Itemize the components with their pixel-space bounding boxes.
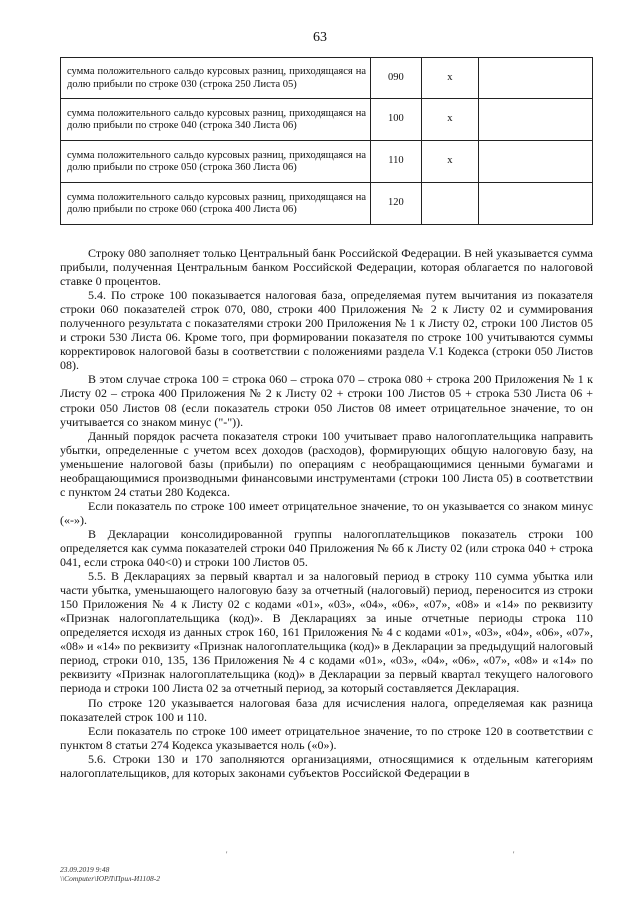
row-code: 090 <box>371 58 422 99</box>
row-value-cell <box>478 183 592 225</box>
paragraph: 5.5. В Декларациях за первый квартал и за налоговый период в строку 110 сумма убытка или части убытка, уменьшающего налоговую базу за отчетный (налоговый) период, переносится из строки 150 Приложения № 4 к Листу 02 с кодами «01», «03», «04», «06», «07», «08» и «14» по реквизиту «Признак налогоплательщика (код)». В Декларациях за иные отчетные периоды строка 110 определяется исходя из данных строк 160, 161 Приложения № 4 с кодами «01», «03», «04», «06», «07», «08» и «14» по реквизиту «Признак налогоплательщика (код)» в Декларации за предыдущий налоговый период, строки 010, 135, 136 Приложения № 4 с кодами «01», «03», «04», «06», «07», «08» и «14» по реквизиту «Признак налогоплательщика (код)» в Декларации за первый квартал текущего налогового периода и строки 100 Листа 02 за отчетный период, за который составляется Декларация. <box>60 569 593 696</box>
row-mark: х <box>421 141 478 183</box>
table-row <box>61 58 593 99</box>
row-mark: х <box>421 58 478 99</box>
paragraph: 5.4. По строке 100 показывается налоговая база, определяемая путем вычитания из показателя строки 060 показателей строк 070, 080, строки 400 Приложения № 2 к Листу 02 и суммирования полученного результата с показателями строки 200 Приложения № 1 к Листу 02, строки 100 Листов 05 и строки 530 Листа 06. Кроме того, при формировании показателя по строке 100 учитываются суммы корректировок налоговой базы в соответствии с положениями раздела V.1 Кодекса (строки 050 Листов 08). <box>60 288 593 373</box>
paragraph: В Декларации консолидированной группы налогоплательщиков показатель строки 100 определяется как сумма показателей строки 040 Приложения № 6б к Листу 02 (или строка 040 + строка 041, если строка 040<0) и строки 100 Листов 05. <box>60 526 593 570</box>
paragraph: Если показатель по строке 100 имеет отрицательное значение, то он указывается со знаком минус («-»). <box>60 498 593 527</box>
row-mark: х <box>421 99 478 141</box>
paragraph: Данный порядок расчета показателя строки 100 учитывает право налогоплательщика направить убытки, определенные с учетом всех доходов (расходов), формирующих общую налоговую базу, на уменьшение налоговой базы (прибыли) по операциям с необращающимися ценными бумагами и необращающимися производными финансовыми инструментами (строки 100 Листа 05) в соответствии с пунктом 24 статьи 280 Кодекса. <box>60 428 593 499</box>
row-description: сумма положительного сальдо курсовых разниц, приходящаяся на долю прибыли по строке 030 (строка 250 Листа 05) <box>61 58 371 99</box>
table-row <box>61 141 593 183</box>
table-row <box>61 183 593 225</box>
row-value-cell <box>478 58 592 99</box>
scan-mark: ' <box>513 850 515 859</box>
row-value-cell <box>478 141 592 183</box>
print-footer <box>60 865 160 883</box>
row-value-cell <box>478 99 592 141</box>
paragraph: 5.6. Строки 130 и 170 заполняются организациями, относящимися к отдельным категориям налогоплательщиков, для которых законами субъектов Российской Федерации в <box>60 751 593 780</box>
document-body <box>60 246 593 780</box>
paragraph: По строке 120 указывается налоговая база для исчисления налога, определяемая как разница показателей строк 100 и 110. <box>60 695 593 724</box>
row-description: сумма положительного сальдо курсовых разниц, приходящаяся на долю прибыли по строке 060 (строка 400 Листа 06) <box>61 183 371 225</box>
paragraph: В этом случае строка 100 = строка 060 – строка 070 – строка 080 + строка 200 Приложения № 1 к Листу 02 – строка 400 Приложения № 2 к Листу 02 + строки 100 Листов 05 + строка 530 Листа 06 + строки 050 Листов 08 (если показатель строки 050 Листов 08 имеет отрицательное значение, то он учитывается со знаком минус ("-")). <box>60 372 593 429</box>
row-code: 110 <box>371 141 422 183</box>
row-description: сумма положительного сальдо курсовых разниц, приходящаяся на долю прибыли по строке 040 (строка 340 Листа 06) <box>61 99 371 141</box>
table-row <box>61 99 593 141</box>
paragraph: Если показатель по строке 100 имеет отрицательное значение, то по строке 120 в соответствии с пунктом 8 статьи 274 Кодекса указывается ноль («0»). <box>60 723 593 752</box>
row-code: 100 <box>371 99 422 141</box>
row-code: 120 <box>371 183 422 225</box>
declaration-table <box>60 57 593 225</box>
scan-mark: ' <box>226 850 228 859</box>
print-timestamp: 23.09.2019 9:48 <box>60 865 110 874</box>
paragraph: Строку 080 заполняет только Центральный банк Российской Федерации. В ней указывается сумма прибыли, полученная Центральным банком Российской Федерации, которая облагается по налоговой ставке 0 процентов. <box>60 246 593 289</box>
page-number: 63 <box>313 30 327 45</box>
row-mark <box>421 183 478 225</box>
row-description: сумма положительного сальдо курсовых разниц, приходящаяся на долю прибыли по строке 050 (строка 360 Листа 06) <box>61 141 371 183</box>
file-path: \\Computer\ЮРЛ\Прил-И1108-2 <box>60 874 160 883</box>
